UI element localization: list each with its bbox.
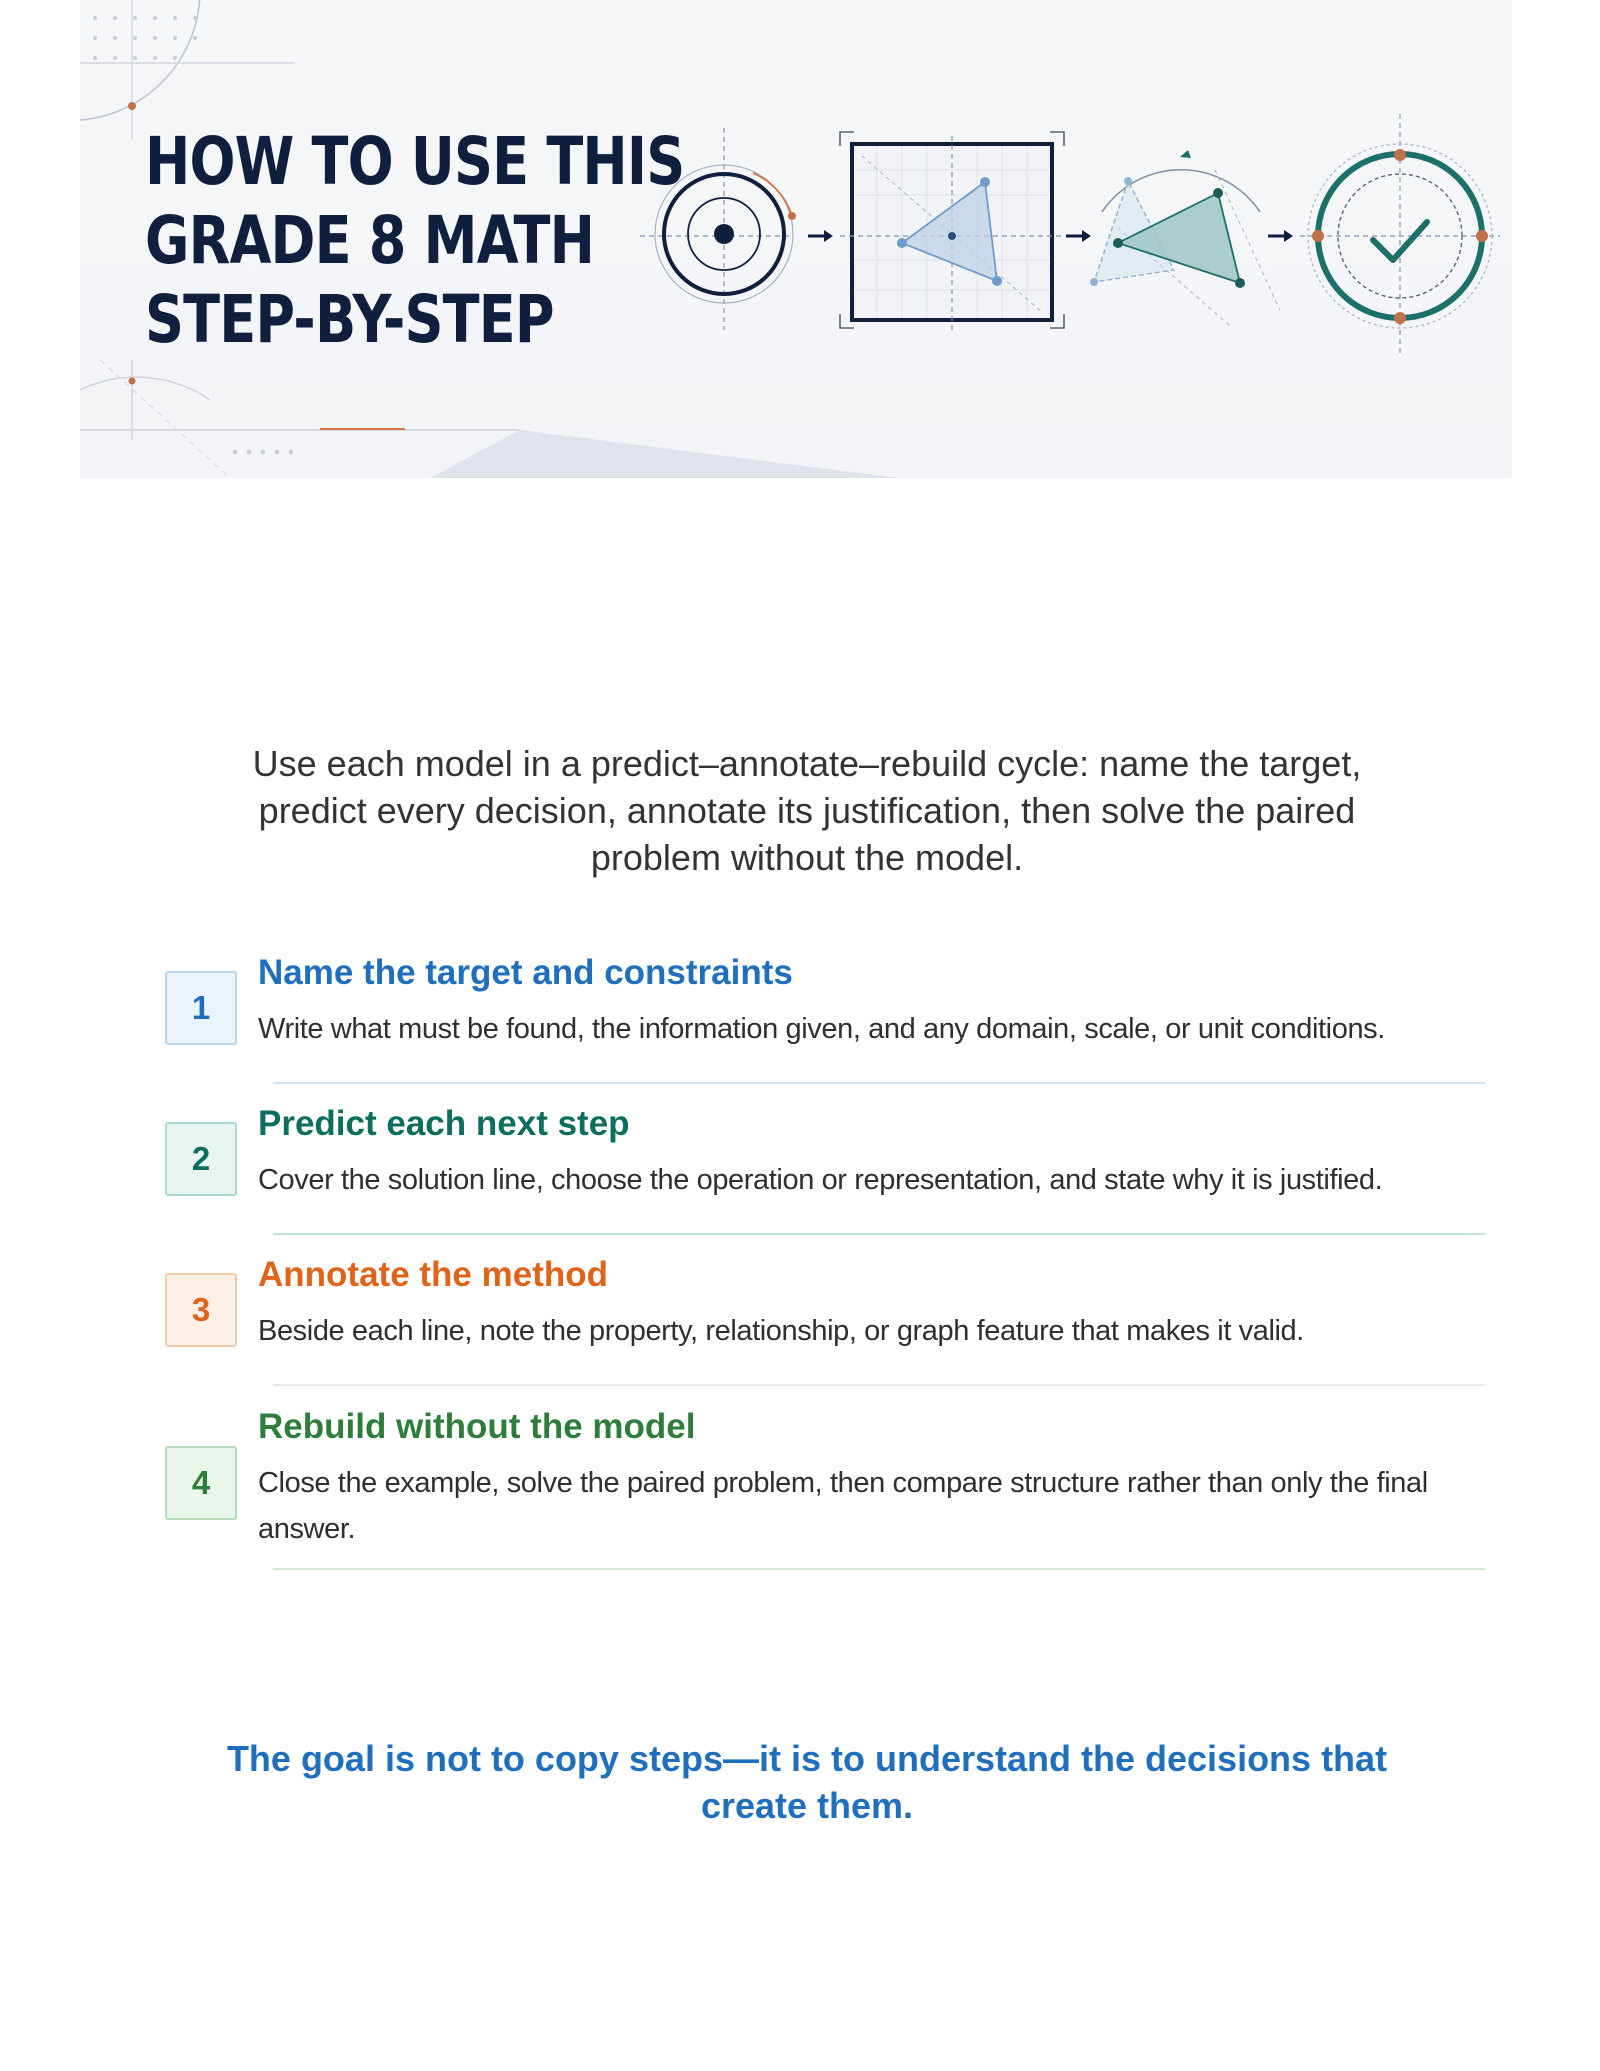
step-number-badge: 1	[165, 971, 237, 1045]
check-circle-icon	[1300, 114, 1500, 356]
step-number-badge: 3	[165, 1273, 237, 1347]
step-title: Name the target and constraints	[258, 953, 793, 992]
step-title: Rebuild without the model	[258, 1407, 696, 1446]
title-line-3: STEP-BY-STEP	[145, 281, 554, 358]
step-description: Write what must be found, the information given, and any domain, scale, or unit conditions.	[258, 1013, 1385, 1045]
step-divider	[273, 1082, 1485, 1084]
rotating-triangle-icon	[1090, 150, 1280, 326]
step-description: Cover the solution line, choose the operation or representation, and state why it is justified.	[258, 1164, 1383, 1196]
page-title	[145, 122, 684, 359]
step-divider	[273, 1384, 1485, 1386]
step-title: Predict each next step	[258, 1104, 630, 1143]
process-diagram	[640, 100, 1500, 360]
step-number-badge: 2	[165, 1122, 237, 1196]
goal-statement: The goal is not to copy steps—it is to understand the decisions that create them.	[226, 1738, 1388, 1826]
step-number-badge: 4	[165, 1446, 237, 1520]
intro-paragraph: Use each model in a predict–annotate–rebuild cycle: name the target, predict every decision, annotate its justification, then solve the paired problem without the model.	[252, 743, 1362, 878]
triangle-frame-icon	[840, 132, 1064, 330]
step-description: Close the example, solve the paired problem, then compare structure rather than only the final answer.	[258, 1467, 1428, 1545]
target-icon	[640, 128, 796, 330]
hero-banner	[80, 0, 1512, 478]
step-divider	[273, 1233, 1485, 1235]
title-line-1: HOW TO USE THIS	[145, 123, 685, 200]
step-description: Beside each line, note the property, relationship, or graph feature that makes it valid.	[258, 1315, 1304, 1347]
step-title: Annotate the method	[258, 1255, 608, 1294]
step-divider	[273, 1568, 1485, 1570]
title-line-2: GRADE 8 MATH	[145, 202, 595, 279]
